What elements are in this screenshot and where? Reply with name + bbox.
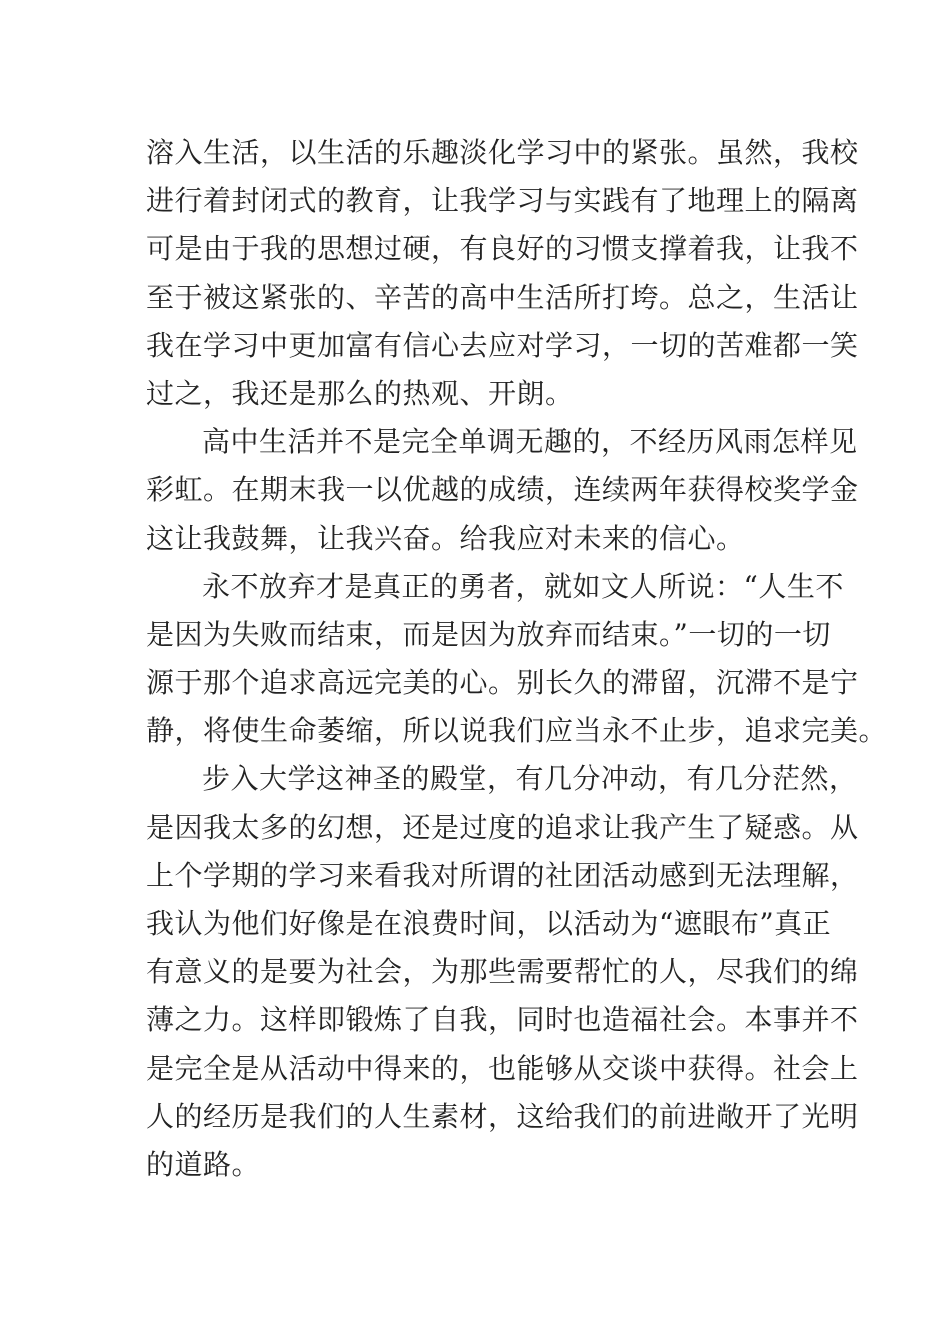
text-line-10: 永不放弃才是真正的勇者，就如文人所说：“人生不	[202, 569, 844, 603]
text-line-5: 我在学习中更加富有信心去应对学习，一切的苦难都一笑	[146, 328, 859, 362]
text-line-6: 过之，我还是那么的热观、开朗。	[146, 376, 574, 410]
text-line-15: 是因我太多的幻想，还是过度的追求让我产生了疑惑。从	[146, 810, 859, 844]
text-line-17: 我认为他们好像是在浪费时间，以活动为“遮眼布”真正	[146, 907, 832, 940]
text-line-20: 是完全是从活动中得来的，也能够从交谈中获得。社会上	[146, 1051, 859, 1085]
text-line-12: 源于那个追求高远完美的心。别长久的滞留，沉滞不是宁	[146, 666, 859, 700]
text-line-14: 步入大学这神圣的殿堂，有几分冲动，有几分茫然，	[202, 762, 858, 796]
text-line-19: 薄之力。这样即锻炼了自我，同时也造福社会。本事并不	[146, 1003, 859, 1037]
text-line-11: 是因为失败而结束，而是因为放弃而结束。”一切的一切	[146, 617, 831, 651]
text-line-2: 进行着封闭式的教育，让我学习与实践有了地理上的隔离	[146, 184, 859, 218]
text-line-1: 溶入生活，以生活的乐趣淡化学习中的紧张。虽然，我校	[146, 136, 859, 169]
text-line-4: 至于被这紧张的、辛苦的高中生活所打垮。总之，生活让	[146, 280, 859, 314]
text-line-13: 静，将使生命萎缩，所以说我们应当永不止步，追求完美。	[146, 714, 888, 748]
text-line-18: 有意义的是要为社会，为那些需要帮忙的人，尽我们的绵	[146, 955, 859, 989]
body-text	[146, 129, 888, 1189]
text-line-16: 上个学期的学习来看我对所谓的社团活动感到无法理解，	[146, 858, 859, 892]
text-line-21: 人的经历是我们的人生素材，这给我们的前进敞开了光明	[146, 1099, 859, 1133]
text-line-3: 可是由于我的思想过硬，有良好的习惯支撑着我，让我不	[146, 232, 859, 266]
text-line-8: 彩虹。在期末我一以优越的成绩，连续两年获得校奖学金	[146, 473, 859, 507]
text-line-22: 的道路。	[146, 1147, 261, 1181]
text-line-9: 这让我鼓舞，让我兴奋。给我应对未来的信心。	[146, 521, 745, 555]
text-line-7: 高中生活并不是完全单调无趣的，不经历风雨怎样见	[202, 425, 858, 459]
